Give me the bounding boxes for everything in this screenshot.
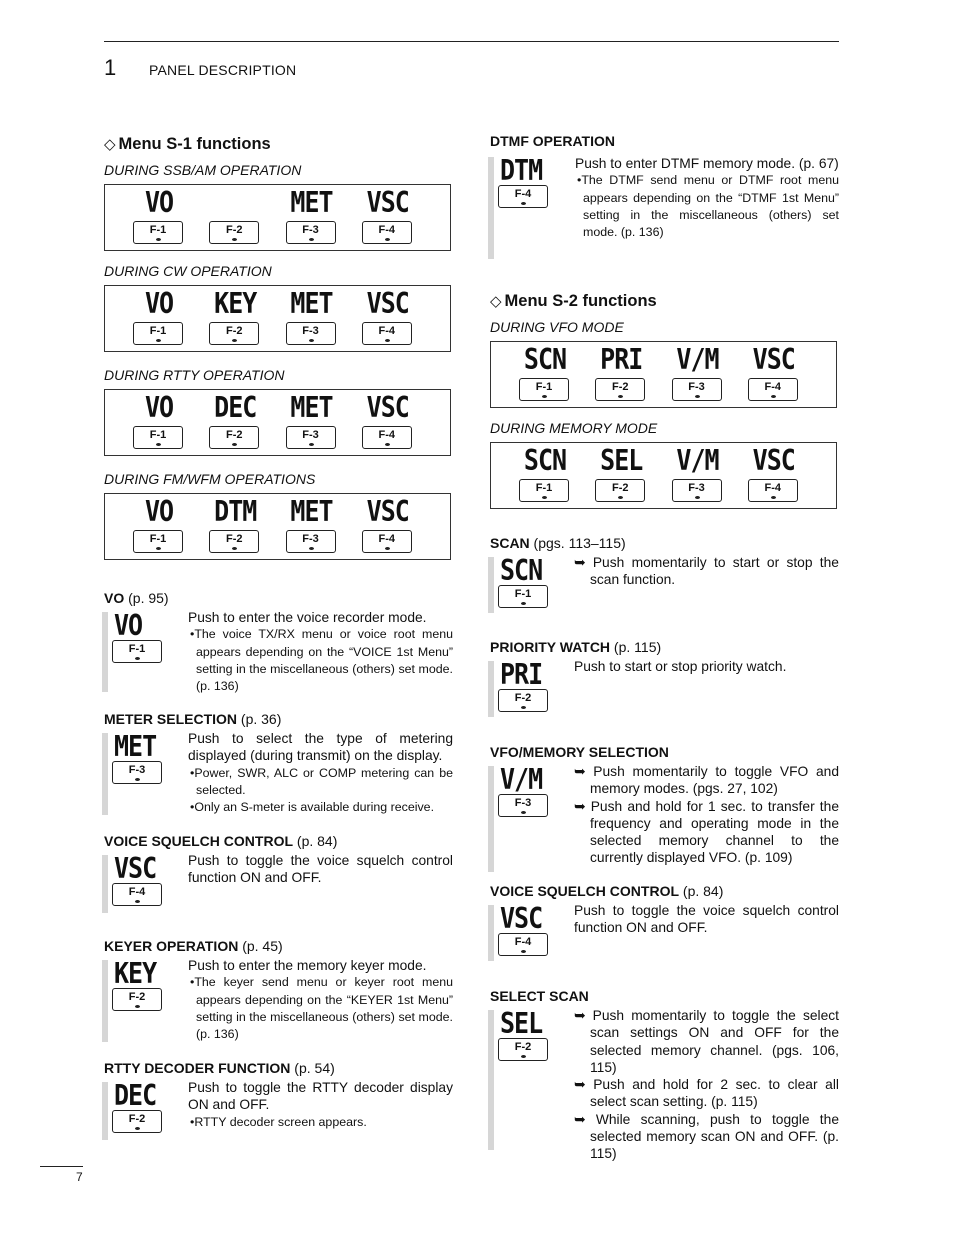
panel-caption: DURING VFO MODE [490,319,624,335]
lcd-label: VO [144,185,174,220]
diamond-icon: ◇ [490,293,502,310]
lcd-label: V/M [500,762,543,797]
dtmf-bullet: •The DTMF send menu or DTMF root menu appears depending on the “DTMF 1st Menu” setting in the miscellaneous (others) set mode. (p. 136) [577,173,839,240]
key-slot [286,286,338,337]
item-description [574,554,839,589]
key-slot [133,185,185,236]
function-button[interactable]: F-3 [286,530,336,553]
item-main-text: Push to enter the memory keyer mode. [188,958,427,973]
item-bar [102,960,108,1042]
function-button[interactable]: F-3 [672,479,722,502]
arrow-icon: ➥ [574,1111,596,1127]
arrow-icon: ➥ [574,764,594,779]
item-key-block [498,553,552,608]
function-button[interactable]: F-1 [133,322,183,345]
item-bar [488,905,494,961]
item-bullet: •Only an S-meter is available during receive. [190,800,435,815]
function-button[interactable]: F-2 [595,479,645,502]
item-main-text: Push to toggle the voice squelch control function ON and OFF. [188,853,453,886]
item-description [188,1079,453,1131]
item-description [574,658,839,675]
item-title: KEYER OPERATION (p. 45) [104,938,283,954]
panel-caption: DURING SSB/AM OPERATION [104,162,302,178]
key-slot [133,494,185,545]
lcd-label: VSC [366,185,409,220]
function-button[interactable]: F-3 [112,761,162,784]
function-key-panel [104,389,451,456]
function-button[interactable]: F-2 [209,322,259,345]
lcd-label [209,187,261,219]
function-button[interactable]: F-4 [362,426,412,449]
panel-caption: DURING FM/WFM OPERATIONS [104,471,316,487]
key-slot [672,342,724,393]
key-slot [748,342,800,393]
lcd-label: DEC [114,1078,157,1113]
item-title: VO (p. 95) [104,590,169,606]
item-bar [488,766,494,872]
item-description [188,730,453,816]
item-arrow-text: ➥ While scanning, push to toggle the selected memory scan ON and OFF. (p. 115) [574,1111,839,1162]
item-key-block [112,608,166,663]
item-title: PRIORITY WATCH (p. 115) [490,639,662,655]
key-slot [133,390,185,441]
item-description [188,609,453,695]
diamond-icon: ◇ [104,136,116,153]
function-button[interactable]: F-3 [672,378,722,401]
lcd-label: MET [114,729,157,764]
function-button[interactable]: F-2 [209,221,259,244]
item-bullet: •The keyer send menu or keyer root menu appears depending on the “KEYER 1st Menu” setting in the miscellaneous (others) set mode.(p. 136) [190,975,453,1042]
arrow-icon: ➥ [574,555,593,570]
item-key-block [112,729,166,784]
function-button[interactable]: F-2 [595,378,645,401]
function-button[interactable]: F-3 [286,221,336,244]
lcd-label: MET [290,286,333,321]
item-key-block [498,1006,552,1061]
item-key-block [112,1078,166,1133]
arrow-icon: ➥ [574,1077,594,1093]
lcd-label: VSC [752,443,795,478]
chapter-title: PANEL DESCRIPTION [149,62,297,78]
lcd-label: MET [290,390,333,425]
header-rule [104,41,839,42]
function-button[interactable]: F-1 [133,426,183,449]
lcd-label: VSC [366,390,409,425]
function-button[interactable]: F-1 [498,585,548,608]
function-button[interactable]: F-2 [112,1110,162,1133]
item-main-text: Push to start or stop priority watch. [574,659,787,674]
item-description [574,902,839,937]
function-button[interactable]: F-1 [133,530,183,553]
lcd-label: VO [144,390,174,425]
function-button[interactable]: F-2 [498,689,548,712]
item-bar [488,557,494,613]
page-number: 7 [76,1170,83,1184]
item-arrow-text: ➥ Push momentarily to start or stop the scan function. [574,555,839,588]
item-main-text: Push to toggle the RTTY decoder display ON and OFF. [188,1080,453,1113]
lcd-label: VO [144,286,174,321]
item-bullet: •The voice TX/RX menu or voice root menu appears depending on the “VOICE 1st Menu” setting in the miscellaneous (others) set mode. (p. 136) [190,627,453,694]
item-description [188,957,453,1043]
lcd-label: SEL [600,443,643,478]
panel-caption: DURING MEMORY MODE [490,420,658,436]
lcd-label: KEY [114,956,157,991]
function-key-panel [104,184,451,251]
item-bar [102,733,108,815]
panel-caption: DURING CW OPERATION [104,263,272,279]
key-slot [595,443,647,494]
item-arrow-text: ➥ Push momentarily to toggle VFO and memory modes. (pgs. 27, 102) [574,764,839,797]
arrow-icon: ➥ [574,798,591,814]
dtmf-description [575,155,839,241]
function-key-panel [104,285,451,352]
item-title: VOICE SQUELCH CONTROL (p. 84) [490,883,724,899]
item-bar [488,1010,494,1150]
lcd-label: DEC [214,390,257,425]
key-slot [362,494,414,545]
item-main-text: Push to enter the voice recorder mode. [188,610,427,625]
dtmf-bar [488,157,494,259]
key-slot [362,286,414,337]
function-button[interactable]: F-1 [133,221,183,244]
item-main-text: Push to select the type of metering displayed (during transmit) on the display. [188,731,453,764]
lcd-label: VSC [500,901,543,936]
function-button[interactable]: F-4 [748,378,798,401]
key-slot [519,443,571,494]
key-slot [286,185,338,236]
lcd-label: SCN [500,553,543,588]
key-slot [672,443,724,494]
item-arrow-text: ➥ Push and hold for 2 sec. to clear all select scan setting. (p. 115) [574,1077,839,1110]
item-key-block [498,901,552,956]
lcd-label: VO [114,608,143,643]
function-button[interactable]: F-3 [286,426,336,449]
lcd-label: SCN [523,342,567,377]
item-bar [488,661,494,717]
item-title: SELECT SCAN [490,988,589,1004]
item-bullet: •Power, SWR, ALC or COMP metering can be selected. [190,765,453,797]
key-slot [209,189,261,236]
key-slot [748,443,800,494]
item-title: METER SELECTION (p. 36) [104,711,282,727]
key-slot [209,390,261,441]
function-button[interactable]: F-2 [209,426,259,449]
footer-rule [40,1166,83,1167]
key-slot [133,286,185,337]
item-title: SCAN (pgs. 113–115) [490,535,626,551]
lcd-label: VSC [366,286,409,321]
lcd-label: SCN [523,443,567,478]
key-slot [595,342,647,393]
item-bar [102,1082,108,1140]
lcd-label: MET [290,494,333,529]
item-description [574,1007,839,1163]
lcd-label: SEL [500,1006,543,1041]
lcd-label: VSC [366,494,409,529]
function-key-panel [104,493,451,560]
chapter-number: 1 [104,55,117,80]
function-button[interactable]: F-2 [112,988,162,1011]
item-description [188,852,453,887]
function-button[interactable]: F-3 [498,794,548,817]
menu-s1-title: ◇ Menu S-1 functions [104,135,271,153]
function-button[interactable]: F-2 [498,1038,548,1061]
function-button[interactable]: F-1 [112,640,162,663]
arrow-icon: ➥ [574,1008,593,1023]
key-slot [209,286,261,337]
function-button[interactable]: F-4 [748,479,798,502]
function-button[interactable]: F-4 [362,530,412,553]
function-button[interactable]: F-1 [519,479,569,502]
lcd-label: V/M [676,342,719,377]
function-button[interactable]: F-2 [209,530,259,553]
item-arrow-text: ➥ Push momentarily to toggle the select scan settings ON and OFF for the selected memory channel. (pgs. 106, 115) [574,1008,839,1075]
item-title: RTTY DECODER FUNCTION (p. 54) [104,1060,335,1076]
function-button[interactable]: F-4 [498,933,548,956]
item-bar [102,855,108,913]
function-key-panel [490,341,837,408]
item-bullet: •RTTY decoder screen appears. [190,1114,367,1129]
lcd-label: VSC [114,851,157,886]
dtm-lcd: DTM [500,153,543,188]
function-button[interactable]: F-1 [519,378,569,401]
item-main-text: Push to toggle the voice squelch control function ON and OFF. [574,903,839,936]
lcd-label: V/M [676,443,719,478]
item-arrow-text: ➥ Push and hold for 1 sec. to transfer the frequency and operating mode in the selected memory channel to the currently displayed VFO. (p. 109) [574,798,839,866]
lcd-label: PRI [600,342,643,377]
menu-s2-title: ◇ Menu S-2 functions [490,292,657,310]
dtmf-main: Push to enter DTMF memory mode. (p. 67) [575,156,839,171]
f4-button[interactable]: F-4 [498,185,548,208]
key-slot [286,390,338,441]
item-title: VOICE SQUELCH CONTROL (p. 84) [104,833,338,849]
function-button[interactable]: F-4 [362,221,412,244]
panel-caption: DURING RTTY OPERATION [104,367,285,383]
key-slot [519,342,571,393]
lcd-label: PRI [500,657,543,692]
item-key-block [498,762,552,817]
key-slot [362,185,414,236]
item-key-block [112,851,166,906]
key-slot [286,494,338,545]
key-slot [209,494,261,545]
function-button[interactable]: F-3 [286,322,336,345]
item-description [574,763,839,867]
key-slot [362,390,414,441]
dtmf-key-block [498,153,552,208]
item-bar [102,612,108,692]
lcd-label: VO [144,494,174,529]
lcd-label: KEY [214,286,257,321]
item-title: VFO/MEMORY SELECTION [490,744,669,760]
function-key-panel [490,442,837,509]
item-key-block [112,956,166,1011]
item-key-block [498,657,552,712]
lcd-label: VSC [752,342,795,377]
function-button[interactable]: F-4 [362,322,412,345]
dtmf-title: DTMF OPERATION [490,133,615,149]
lcd-label: DTM [214,494,257,529]
function-button[interactable]: F-4 [112,883,162,906]
lcd-label: MET [290,185,333,220]
